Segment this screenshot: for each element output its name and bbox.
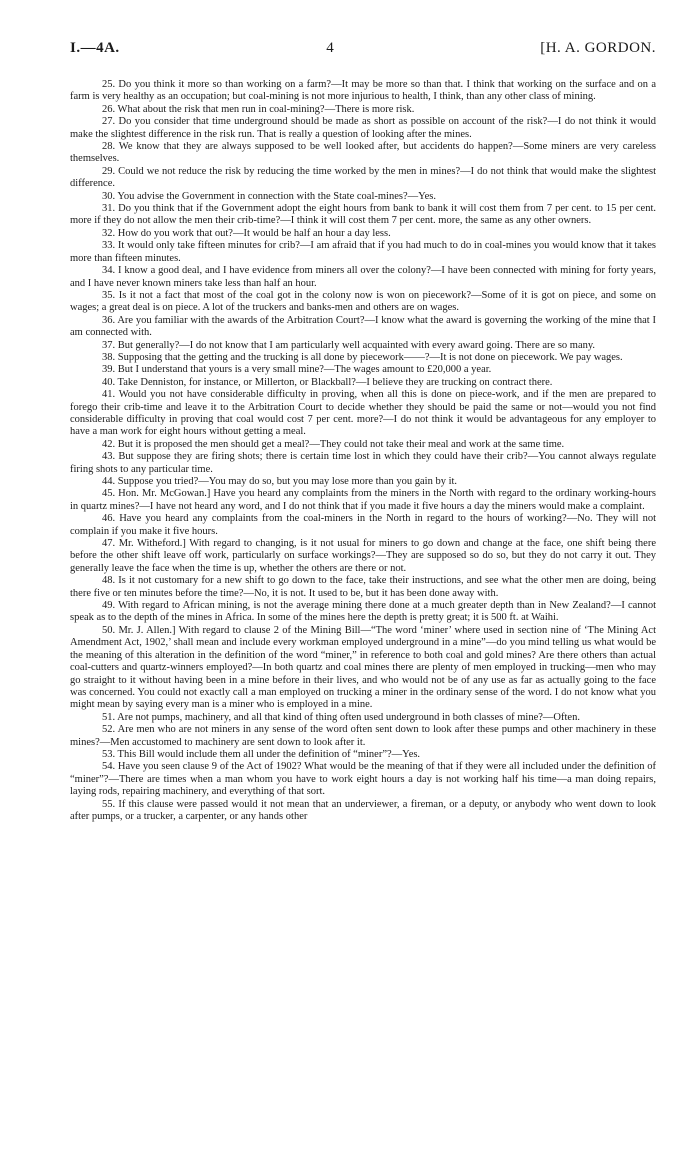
- paragraph: 31. Do you think that if the Government adopt the eight hours from bank to bank it will cost them from 7 per cent. to 15 per cent. more if they do not allow the men their crib-time?—I think it will cost them 7 per cent. more, the same as any other owners.: [70, 203, 656, 227]
- paragraph: 55. If this clause were passed would it not mean that an underviewer, a fireman, or a deputy, or anybody who went down to look after pumps, or a trucker, a carpenter, or any hands other: [70, 798, 656, 822]
- page-header: [70, 40, 656, 57]
- paragraph: 44. Suppose you tried?—You may do so, but you may lose more than you gain by it.: [102, 476, 458, 487]
- paragraph: 32. How do you work that out?—It would be half an hour a day less.: [102, 227, 391, 239]
- paragraph: 38. Supposing that the getting and the trucking is all done by piecework——?—It is not done on piecework. We pay wages.: [102, 351, 623, 363]
- paragraph: 54. Have you seen clause 9 of the Act of 1902? What would be the meaning of that if they were all included under the definition of “miner”?—There are times when a man whom you have to work eight hours a day is not working half his time—a man doing repairs, laying rods, repairing machinery, and everything of that sort.: [70, 761, 656, 798]
- document-reference: I.—4A.: [70, 40, 120, 56]
- paragraph: 50. Mr. J. Allen.] With regard to clause 2 of the Mining Bill—“The word ‘miner’ where used in section nine of ‘The Mining Act Amendment Act, 1902,’ shall mean and include every workman employed underground in a mine”—do you mind telling us what would be the meaning of this alteration in the definition of the word “miner,” in reference to both coal and gold mines? Are there others than actual coal-cutters and quartz-winners employed?—In both quartz and coal mines there are plenty of men employed in trucking—men who may go straight to it without having been in a mine before in their lives, and who would not be of any use as far as actually going to the face was concerned. You could not exactly call a man employed on trucking a miner in the ordinary sense of the word. I do not know what you might mean by saying every man is a miner who is employed in a mine.: [70, 624, 656, 711]
- paragraph: 26. What about the risk that men run in coal-mining?—There is more risk.: [102, 103, 415, 115]
- paragraph: 29. Could we not reduce the risk by reducing the time worked by the men in mines?—I do not think that would make the slightest difference.: [70, 165, 656, 190]
- paragraph: 51. Are not pumps, machinery, and all that kind of thing often used underground in both classes of mine?—Often.: [102, 711, 580, 723]
- witness-name: [H. A. GORDON.: [540, 40, 656, 56]
- paragraph: 53. This Bill would include them all under the definition of “miner”?—Yes.: [102, 748, 421, 760]
- paragraph: 34. I know a good deal, and I have evidence from miners all over the colony?—I have been connected with mining for forty years, and I have never known miners take less than half an hour.: [70, 265, 656, 289]
- paragraph: 46. Have you heard any complaints from the coal-miners in the North in regard to the hours of working?—No. They will not complain if you make it five hours.: [70, 513, 656, 537]
- paragraph: 35. Is it not a fact that most of the coal got in the colony now is won on piecework?—Some of it is got on piece, and some on wages; a great deal is on piece. A lot of the truckers and banks-men and others are on wages.: [70, 289, 656, 314]
- paragraph: 37. But generally?—I do not know that I am particularly well acquainted with every award going. There are so many.: [102, 339, 596, 351]
- paragraph: 45. Hon. Mr. McGowan.] Have you heard any complaints from the miners in the North with regard to the ordinary working-hours in quartz mines?—I have not heard any word, and I do not think that if you made it five hours a day the miners would make a complaint.: [70, 488, 656, 512]
- paragraph: 36. Are you familiar with the awards of the Arbitration Court?—I know what the award is governing the working of the mine that I am connected with.: [70, 314, 656, 339]
- paragraph: 42. But it is proposed the men should get a meal?—They could not take their meal and work at the same time.: [102, 438, 565, 450]
- paragraph: 27. Do you consider that time underground should be made as short as possible on account of the risk?—I do not think it would make the slightest difference in the risk run. That is really a question of looking after the mines.: [70, 116, 656, 140]
- paragraph: 33. It would only take fifteen minutes for crib?—I am afraid that if you had much to do in coal-mines you would know that it takes more than fifteen minutes.: [70, 240, 656, 264]
- paragraph: 47. Mr. Witheford.] With regard to changing, is it not usual for miners to go down and change at the face, one shift being there before the other shift leave off work, particularly on surface workings?—They are supposed so do so, but they do not carry it out. They generally leave the face when the time is up, whether the others are there or not.: [70, 538, 656, 574]
- page-number: 4: [326, 40, 334, 56]
- paragraph: 43. But suppose they are firing shots; there is certain time lost in which they could have their crib?—You cannot always regulate firing shots to any particular time.: [70, 451, 656, 475]
- paragraph: 30. You advise the Government in connection with the State coal-mines?—Yes.: [102, 190, 437, 202]
- paragraph: 28. We know that they are always supposed to be well looked after, but accidents do happen?—Some miners are very careless themselves.: [70, 141, 656, 165]
- paragraph: 40. Take Denniston, for instance, or Millerton, or Blackball?—I believe they are trucking on contract there.: [102, 376, 553, 388]
- paragraph: 41. Would you not have considerable difficulty in proving, when all this is done on piece-work, and if the men are prepared to forego their crib-time and leave it to the Arbitration Court to decide whether they should be paid the same or not—would you not find considerable difficulty in proving that coal would cost 7 per cent. more?—I do not think it would be advantageous for any employer to have a man work for eight hours without getting a meal.: [70, 389, 656, 438]
- paragraph: 52. Are men who are not miners in any sense of the word often sent down to look after these pumps and other machinery in these mines?—Men accustomed to machinery are sent down to look after it.: [70, 724, 656, 748]
- paragraph: 48. Is it not customary for a new shift to go down to the face, take their instructions, and see what the other men are doing, being there five or ten minutes before the time?—No, it is not. It used to be, but it has been done away with.: [70, 575, 656, 599]
- document-body: [70, 79, 656, 823]
- paragraph: 39. But I understand that yours is a very small mine?—The wages amount to £20,000 a year.: [102, 364, 492, 376]
- paragraph: 49. With regard to African mining, is not the average mining there done at a much greater depth than in New Zealand?—I cannot speak as to the depth of the mines in Africa. In some of the mines here the depth is pretty great; it is 500 ft. at Waihi.: [70, 600, 656, 624]
- paragraph: 25. Do you think it more so than working on a farm?—It may be more so than that. I think that working on the surface and on a farm is very healthy as an occupation; but coal-mining is not more injurious to health, I think, than any other class of mining.: [70, 79, 656, 103]
